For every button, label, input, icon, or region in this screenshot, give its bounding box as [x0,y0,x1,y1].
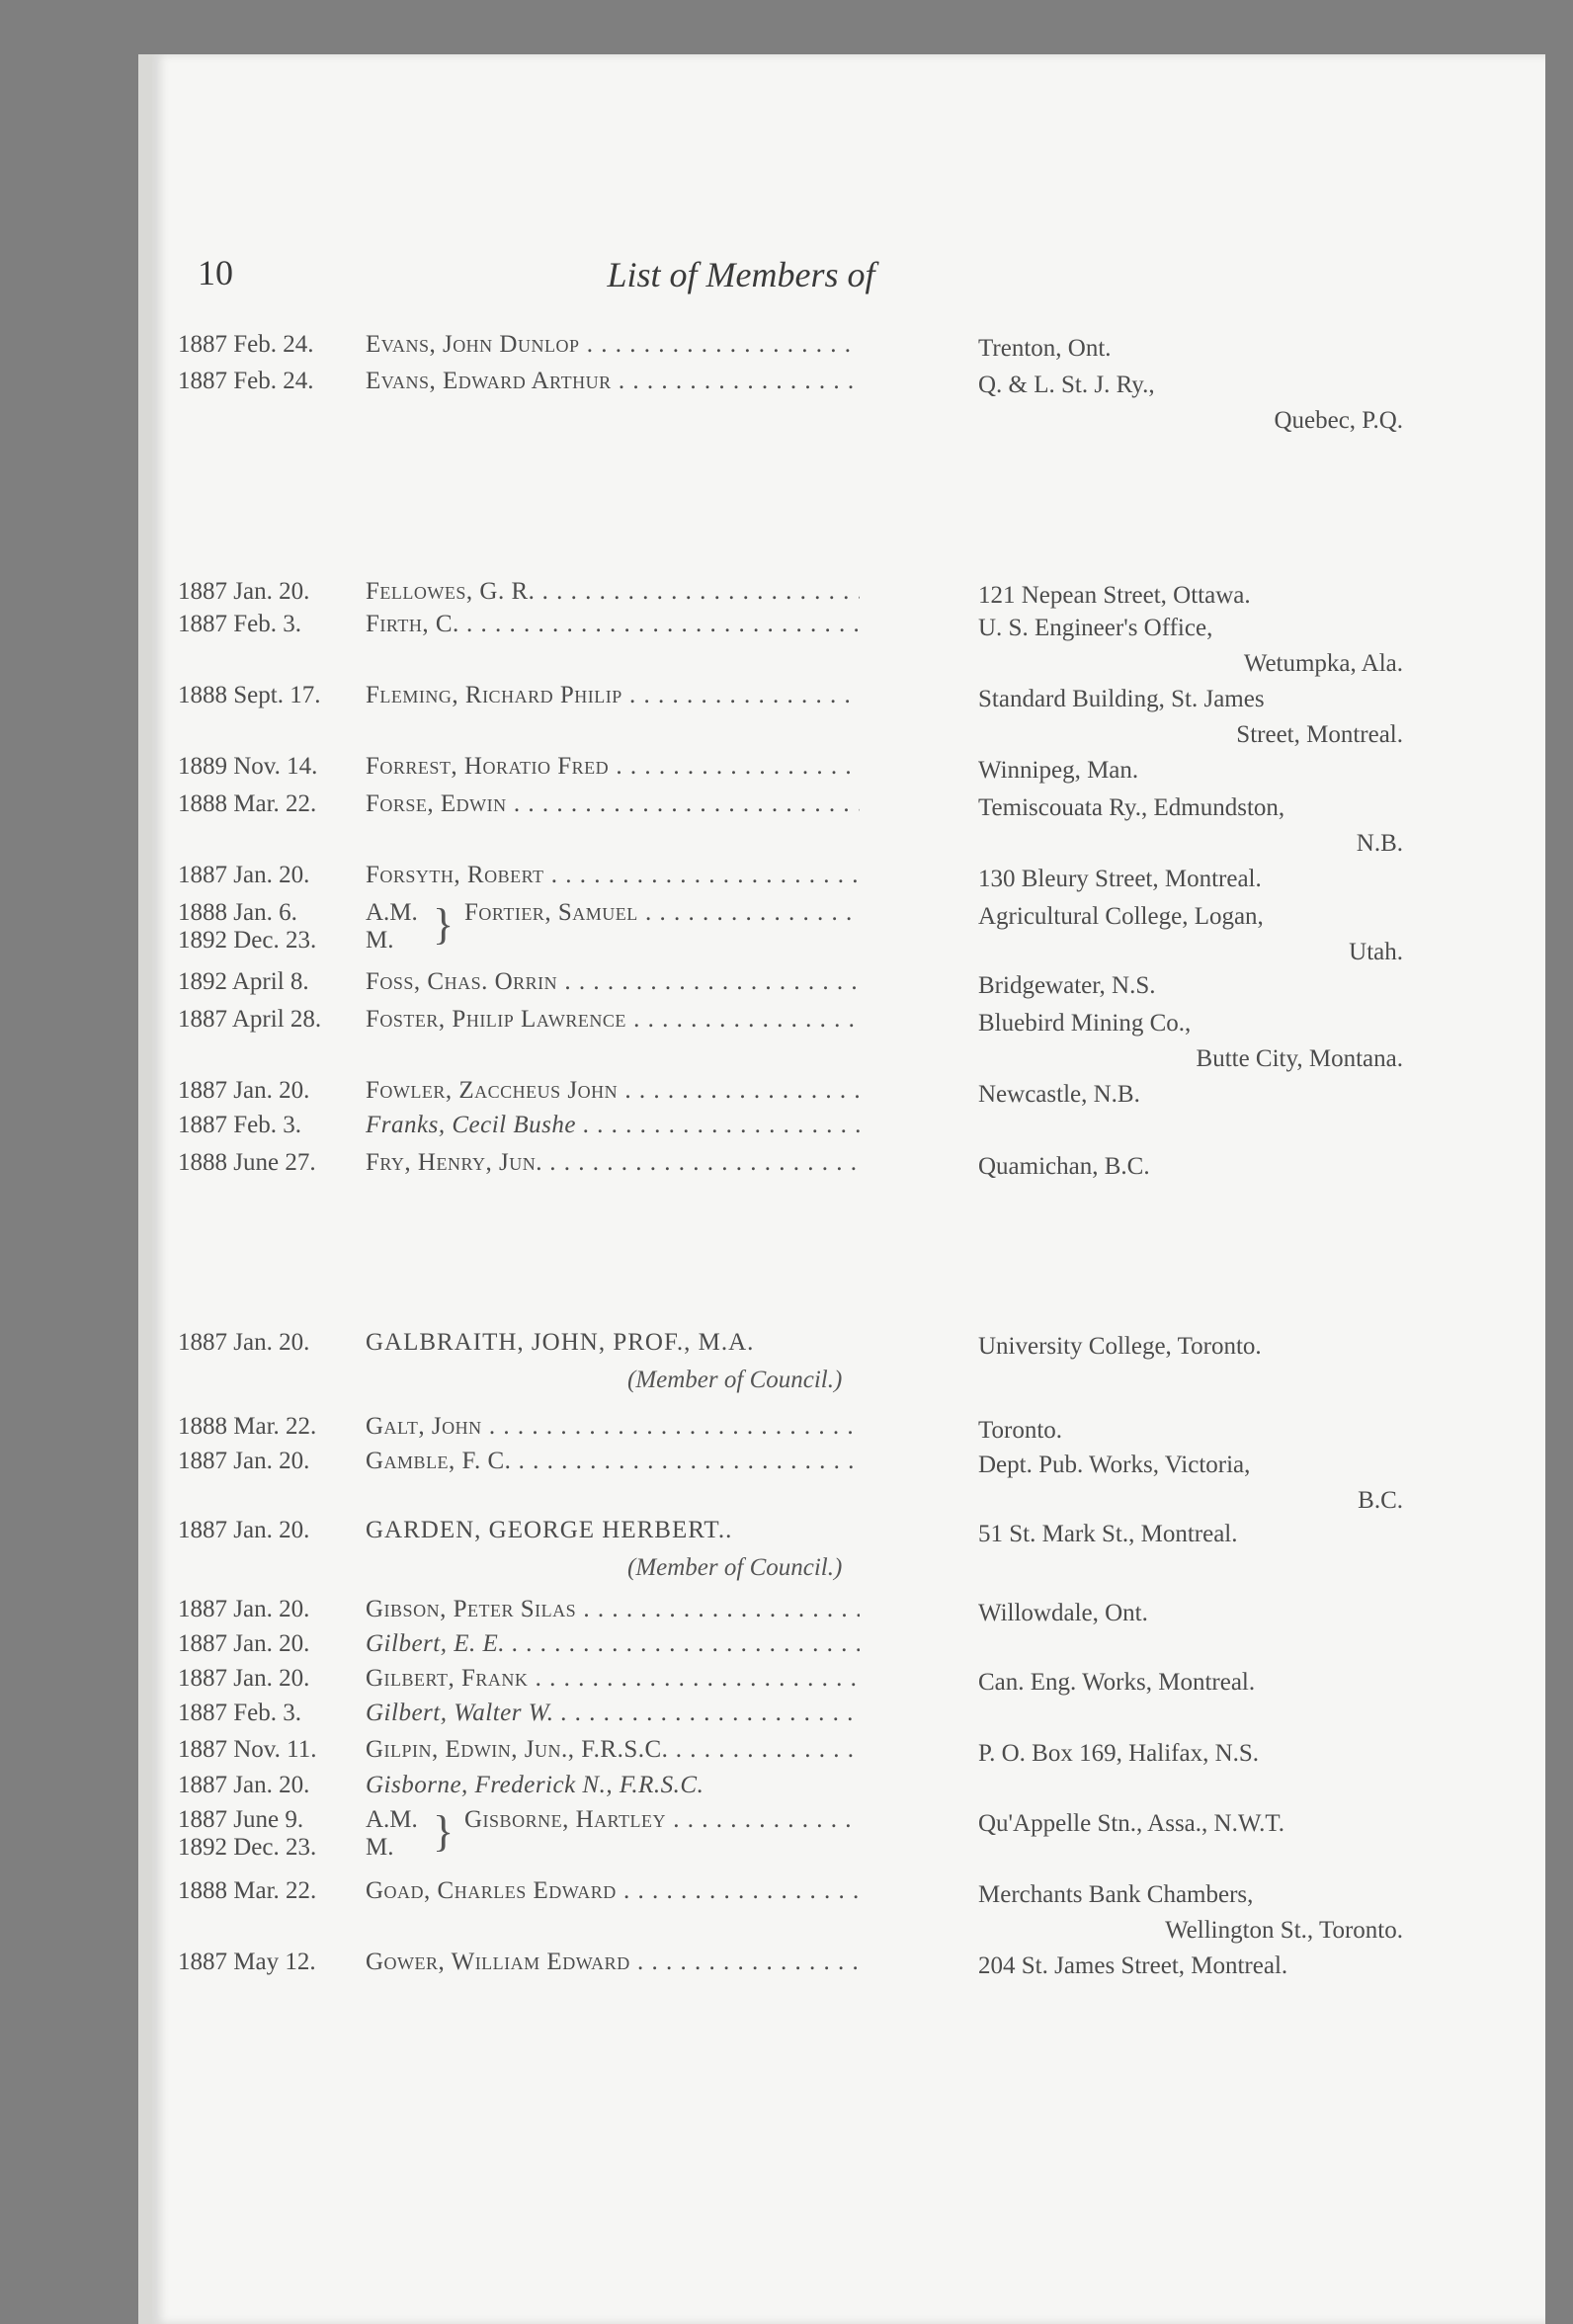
entry-date: 1887 May 12. [178,1949,316,1975]
member-entry [178,1949,1393,1992]
member-address: Dept. Pub. Works, Victoria, B.C. [978,1452,1403,1514]
member-name: Franks, Cecil Bushe . . . [366,1112,860,1139]
entry-date: 1887 Feb. 3. [178,1700,301,1726]
member-name: GALBRAITH, JOHN, PROF., M.A. [366,1329,755,1356]
member-name: Gisborne, Hartley . . . [464,1806,860,1834]
member-address: Standard Building, St. James Street, Montreal. [978,686,1403,748]
member-name: Forsyth, Robert . . . [366,862,860,889]
member-address: 51 St. Mark St., Montreal. [978,1521,1238,1547]
member-entry [178,790,1403,857]
member-name: Foss, Chas. Orrin . . . [366,968,860,996]
page-number: 10 [198,253,233,292]
entry-date: 1887 Jan. 20. [178,1630,310,1657]
member-address: Merchants Bank Chambers, Wellington St., Toronto. [978,1881,1403,1944]
member-address: P. O. Box 169, Halifax, N.S. [978,1740,1260,1767]
entry-date: 1887 Jan. 20. [178,1517,310,1543]
member-name: Fortier, Samuel . . . [464,899,860,927]
member-name: Gilpin, Edwin, Jun., F.R.S.C. . . . [366,1736,860,1764]
member-name: Fellowes, G. R. . . . [366,578,860,606]
member-name: Galt, John . . . [366,1413,860,1441]
member-address: 130 Bleury Street, Montreal. [978,866,1262,892]
member-name: Gilbert, Frank . . . [366,1665,860,1693]
member-name: Evans, John Dunlop . . . [366,331,860,359]
member-address: Temiscouata Ry., Edmundston, N.B. [978,794,1403,857]
member-entry [178,1448,1403,1514]
member-name: Gibson, Peter Silas . . . [366,1596,860,1623]
member-name: Gower, William Edward . . . [366,1949,860,1976]
member-address: Winnipeg, Man. [978,757,1139,784]
entry-date: 1887 Nov. 11. [178,1736,317,1763]
member-address: Quamichan, B.C. [978,1153,1150,1180]
member-address: Q. & L. St. J. Ry., Quebec, P.Q. [978,372,1403,434]
member-entry [178,611,1403,677]
member-entry [178,682,1403,748]
member-address: Bridgewater, N.S. [978,972,1156,999]
member-entry [178,1517,1393,1586]
member-name: Gisborne, Frederick N., F.R.S.C. [366,1772,704,1798]
member-name: Gilbert, Walter W. . . . [366,1700,860,1727]
member-name: Firth, C. . . . [366,611,860,638]
running-title: List of Members of [607,255,875,294]
entry-date: 1887 Jan. 20. [178,1665,310,1692]
entry-date: 1887 Jan. 20. [178,1077,310,1104]
council-note: (Member of Council.) [627,1554,843,1581]
entry-date: 1888 Mar. 22. [178,790,317,817]
member-entry [178,899,1403,968]
degree-marks: A.M. M. [366,1806,418,1861]
member-entry [178,1877,1403,1944]
member-name: Foster, Philip Lawrence . . . [366,1006,860,1034]
member-name: Fry, Henry, Jun. . . . [366,1149,860,1177]
member-entry [178,1806,1393,1875]
member-address: Can. Eng. Works, Montreal. [978,1669,1256,1696]
member-address: University College, Toronto. [978,1333,1262,1360]
entry-date: 1887 Jan. 20. [178,578,310,605]
member-name: Fowler, Zaccheus John . . . [366,1077,860,1105]
member-name: Fleming, Richard Philip . . . [366,682,860,709]
entry-date: 1888 Mar. 22. [178,1413,317,1440]
member-address: Bluebird Mining Co., Butte City, Montana. [978,1010,1403,1072]
member-address: U. S. Engineer's Office, Wetumpka, Ala. [978,615,1403,677]
entry-date: 1887 Feb. 24. [178,331,314,358]
member-address: Qu'Appelle Stn., Assa., N.W.T. [978,1810,1285,1837]
entry-date: 1887 June 9. 1892 Dec. 23. [178,1806,317,1861]
entry-date: 1887 Jan. 20. [178,1329,310,1356]
entry-date: 1888 Jan. 6. 1892 Dec. 23. [178,899,317,954]
brace-icon: } [433,1807,455,1856]
entry-date: 1888 Mar. 22. [178,1877,317,1904]
member-address: 204 St. James Street, Montreal. [978,1952,1288,1979]
member-name: Gamble, F. C. . . . [366,1448,860,1475]
member-name: Forrest, Horatio Fred . . . [366,753,860,781]
member-entry [178,1329,1393,1398]
member-address: Willowdale, Ont. [978,1600,1148,1626]
member-address: 121 Nepean Street, Ottawa. [978,582,1251,609]
member-name: Goad, Charles Edward . . . [366,1877,860,1905]
member-name: Forse, Edwin . . . [366,790,860,818]
entry-date: 1887 Jan. 20. [178,1596,310,1622]
member-entry [178,1006,1403,1072]
member-name: Evans, Edward Arthur . . . [366,368,860,395]
member-address: Agricultural College, Logan, Utah. [978,903,1403,965]
entry-date: 1887 Feb. 3. [178,611,301,637]
entry-date: 1887 Jan. 20. [178,862,310,888]
entry-date: 1887 Jan. 20. [178,1772,310,1798]
council-note: (Member of Council.) [627,1367,843,1393]
degree-marks: A.M. M. [366,899,418,954]
entry-date: 1887 Feb. 3. [178,1112,301,1138]
member-address: Newcastle, N.B. [978,1081,1140,1108]
entry-date: 1889 Nov. 14. [178,753,318,780]
member-entry [178,368,1403,434]
brace-icon: } [433,900,455,949]
entry-date: 1887 Feb. 24. [178,368,314,394]
entry-date: 1887 April 28. [178,1006,322,1033]
member-name: Gilbert, E. E. . . . [366,1630,860,1658]
member-entry [178,1149,1393,1193]
entry-date: 1888 June 27. [178,1149,316,1176]
member-name: GARDEN, GEORGE HERBERT.. [366,1517,733,1543]
member-address: Toronto. [978,1417,1063,1444]
member-list [178,0,1433,2324]
entry-date: 1887 Jan. 20. [178,1448,310,1474]
member-address: Trenton, Ont. [978,335,1112,362]
entry-date: 1888 Sept. 17. [178,682,321,708]
entry-date: 1892 April 8. [178,968,309,995]
